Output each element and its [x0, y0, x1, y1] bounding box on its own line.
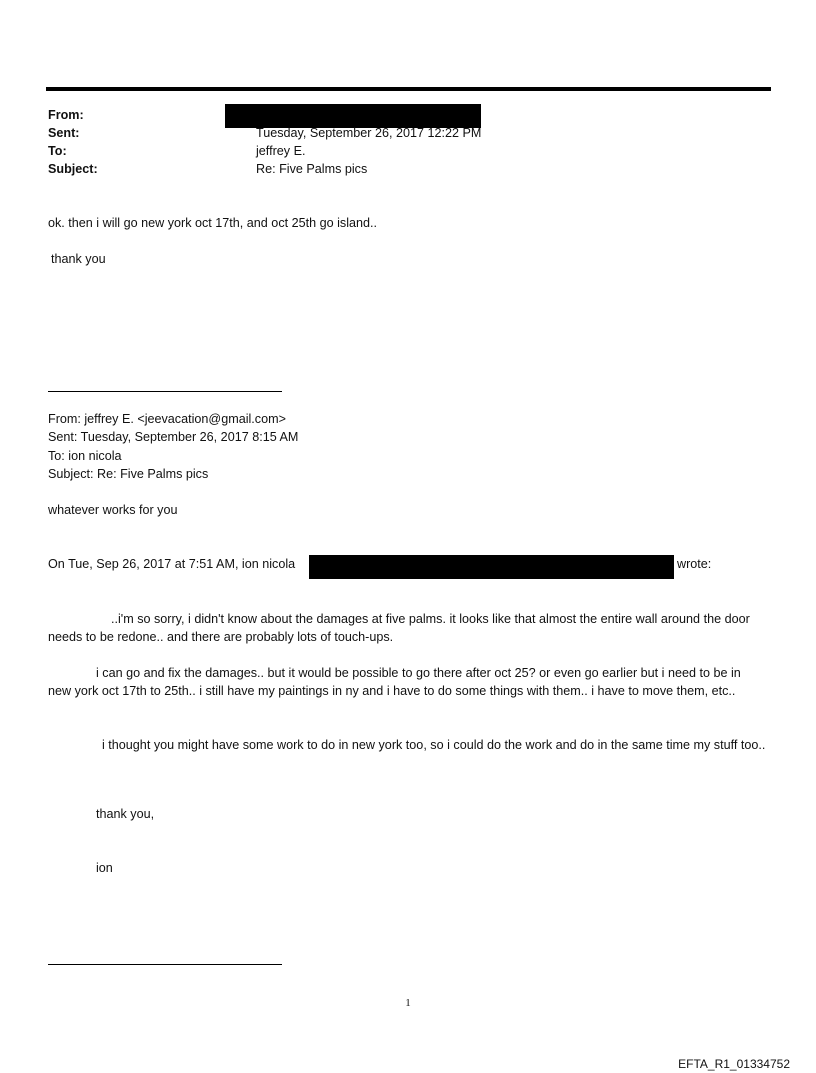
- quoted-sent: Sent: Tuesday, September 26, 2017 8:15 AM: [48, 430, 299, 444]
- page-number: 1: [405, 997, 411, 1009]
- from-label: From:: [48, 108, 84, 122]
- closing-line: thank you,: [96, 807, 155, 821]
- to-label: To:: [48, 144, 67, 158]
- sent-value: Tuesday, September 26, 2017 12:22 PM: [256, 126, 482, 140]
- on-date-prefix: On Tue, Sep 26, 2017 at 7:51 AM, ion nicola: [48, 557, 296, 571]
- reply-line-2: thank you: [51, 252, 106, 266]
- separator-rule: [48, 391, 282, 392]
- signature: ion: [96, 861, 113, 875]
- original-paragraph-3: i thought you might have some work to do in new york too, so i could do the work and do in the same time my stuff too..: [102, 738, 766, 752]
- to-value: jeffrey E.: [256, 144, 306, 158]
- original-paragraph-1: ..i'm so sorry, i didn't know about the damages at five palms. it looks like that almost the entire wall around the door needs to be redone.. and there are probably lots of touch-ups.: [48, 612, 750, 644]
- redacted-sender-address: [309, 555, 674, 579]
- original-paragraph-2: i can go and fix the damages.. but it would be possible to go there after oct 25? or even go earlier but i need to be in new york oct 17th to 25th.. i still have my paintings in ny and i have to do some things with them.. i have to move them, etc..: [48, 666, 741, 698]
- quoted-from: From: jeffrey E. <jeevacation@gmail.com>: [48, 412, 286, 426]
- quoted-subject: Subject: Re: Five Palms pics: [48, 467, 209, 481]
- header-top-rule: [46, 87, 771, 91]
- document-id: EFTA_R1_01334752: [678, 1057, 790, 1071]
- sent-label: Sent:: [48, 126, 80, 140]
- subject-label: Subject:: [48, 162, 98, 176]
- quoted-body: whatever works for you: [48, 503, 178, 517]
- on-date-suffix: wrote:: [677, 557, 712, 571]
- quoted-to: To: ion nicola: [48, 449, 122, 463]
- redacted-from-address: [225, 104, 481, 128]
- reply-line-1: ok. then i will go new york oct 17th, and oct 25th go island..: [48, 216, 378, 230]
- footnote-rule: [48, 964, 282, 965]
- subject-value: Re: Five Palms pics: [256, 162, 368, 176]
